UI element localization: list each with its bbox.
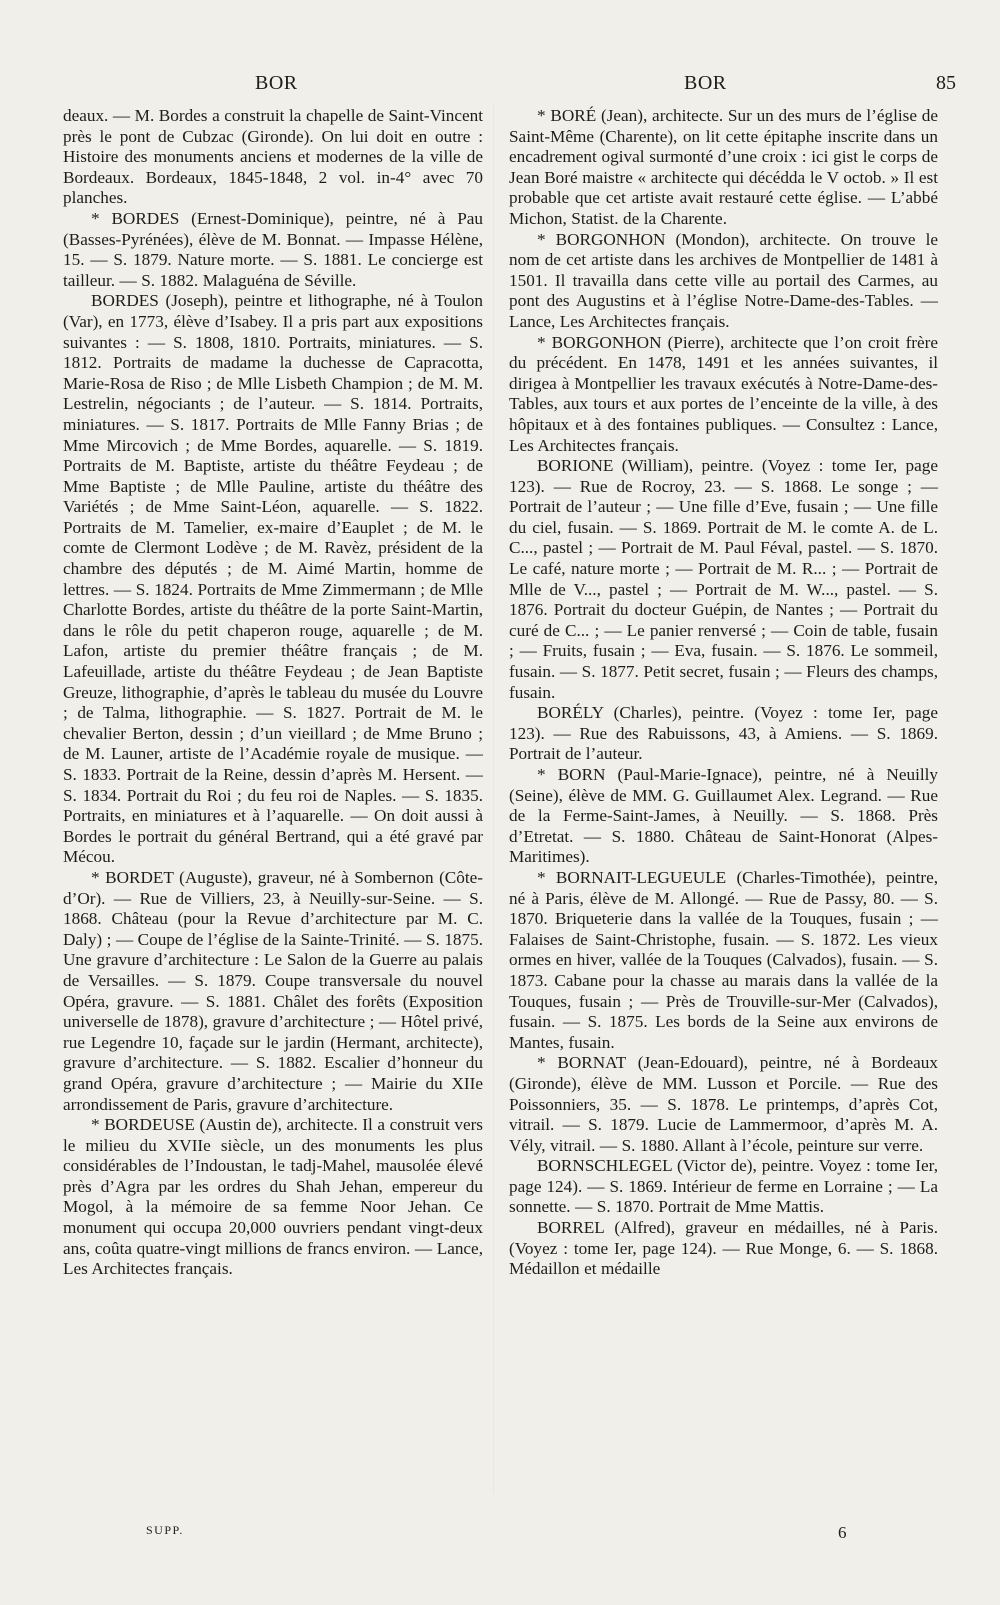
- paragraph: * BORN (Paul-Marie-Ignace), peintre, né à Neuilly (Seine), élève de MM. G. Guillaumet Alex. Legrand. — Rue de la Ferme-Saint-James, à Neuilly. — S. 1868. Près d’Etretat. — S. 1880. Château de Saint-Honorat (Alpes-Maritimes).: [509, 765, 938, 867]
- paragraph: deaux. — M. Bordes a construit la chapelle de Saint-Vincent près le pont de Cubzac (Gironde). On lui doit en outre : Histoire des monuments anciens et modernes de la ville de Bordeaux. Bordeaux, 1845-1848, 2 vol. in-4° avec 70 planches.: [63, 106, 483, 208]
- paragraph: BORDES (Joseph), peintre et lithographe, né à Toulon (Var), en 1773, élève d’Isabey. Il a pris part aux expositions suivantes : — S. 1808, 1810. Portraits, miniatures. — S. 1812. Portraits de madame la duchesse de Capracotta, Marie-Rosa de Riso ; de Mlle Lisbeth Champion ; de M. M. Lestrelin, négociants ; de l’auteur. — S. 1814. Portraits, miniatures. — S. 1817. Portraits de Mlle Fanny Brias ; de Mme Mircovich ; de Mme Bordes, aquarelle. — S. 1819. Portraits de M. Baptiste, artiste du théâtre Feydeau ; de Mme Baptiste ; de Mlle Pauline, artiste du théâtre des Variétés ; de Mme Saint-Léon, aquarelle. — S. 1822. Portraits de M. Tamelier, ex-maire d’Eauplet ; de M. le comte de Clermont Lodève ; de M. Ravèz, président de la chambre des députés ; de M. Aimé Martin, homme de lettres. — S. 1824. Portraits de Mme Zimmermann ; de Mlle Charlotte Bordes, artiste du théâtre de la porte Saint-Martin, dans le rôle du petit chaperon rouge, aquarelle ; de M. Lafon, artiste du premier théâtre français ; de M. Lafeuillade, artiste du théâtre Feydeau ; de Jean Baptiste Greuze, lithographie, d’après le tableau du musée du Louvre ; de Talma, lithographie. — S. 1827. Portrait de M. le chevalier Berton, dessin ; d’un vieillard ; de Mme Bruno ; de M. Launer, artiste de l’Académie royale de musique. — S. 1833. Portrait de la Reine, dessin d’après M. Hersent. — S. 1834. Portrait du Roi ; du feu roi de Naples. — S. 1835. Portraits, en miniatures et à l’aquarelle. — On doit aussi à Bordes le portrait du général Bertrand, qui a été gravé par Mécou.: [63, 291, 483, 867]
- paragraph: * BORGONHON (Mondon), architecte. On trouve le nom de cet artiste dans les archives de Montpellier de 1481 à 1501. Il travailla dans cette ville au portail des Carmes, au pont des Augustins et à l’église Notre-Dame-des-Tables. — Lance, Les Architectes français.: [509, 229, 938, 331]
- footer-left: SUPP.: [146, 1523, 184, 1537]
- paragraph: * BORDET (Auguste), graveur, né à Sombernon (Côte-d’Or). — Rue de Villiers, 23, à Neuilly-sur-Seine. — S. 1868. Château (pour la Revue d’architecture par M. C. Daly) ; — Coupe de l’église de la Sainte-Trinité. — S. 1875. Une gravure d’architecture : Le Salon de la Guerre au palais de Versailles. — S. 1879. Coupe transversale du nouvel Opéra, gravure. — S. 1881. Châlet des forêts (Exposition universelle de 1878), gravure d’architecture ; — Hôtel privé, rue Legendre 10, façade sur le jardin (Hermant, architecte), gravure d’architecture. — S. 1882. Escalier d’honneur du grand Opéra, gravure d’architecture ; — Mairie du XIIe arrondissement de Paris, gravure d’architecture.: [63, 867, 483, 1114]
- running-head-left: BOR: [255, 72, 298, 94]
- paragraph: * BORÉ (Jean), architecte. Sur un des murs de l’église de Saint-Même (Charente), on lit cette épitaphe inscrite dans un encadrement ogival surmonté d’une croix : ici gist le corps de Jean Boré maistre « architecte qui décédda le V octob. » Il est probable que cet artiste avait restauré cette église. — L’abbé Michon, Statist. de la Charente.: [509, 106, 938, 228]
- paragraph: * BORNAT (Jean-Edouard), peintre, né à Bordeaux (Gironde), élève de MM. Lusson et Porcile. — Rue des Poissonniers, 35. — S. 1878. Le printemps, d’après Cot, vitrail. — S. 1879. Lucie de Lammermoor, d’après M. A. Vély, vitrail. — S. 1880. Allant à l’école, peinture sur verre.: [509, 1053, 938, 1155]
- left-column: [63, 106, 483, 1280]
- column-divider: [493, 104, 494, 1494]
- paragraph: BORIONE (William), peintre. (Voyez : tome Ier, page 123). — Rue de Rocroy, 23. — S. 1868. Le songe ; — Portrait de l’auteur ; — Une fille d’Eve, fusain ; — Une fille du ciel, fusain. — S. 1869. Portrait de M. le comte A. de L. C..., pastel ; — Portrait de M. Paul Féval, pastel. — S. 1870. Le café, nature morte ; — Portrait de M. R... ; — Portrait de Mlle de V..., pastel ; — Portrait de M. W..., pastel. — S. 1876. Portrait du docteur Guépin, de Nantes ; — Portrait du curé de C... ; — Le panier renversé ; — Coin de table, fusain ; — Fruits, fusain ; — Eva, fusain. — S. 1876. Le sommeil, fusain. — S. 1877. Petit secret, fusain ; — Fleurs des champs, fusain.: [509, 456, 938, 702]
- paragraph: BORNSCHLEGEL (Victor de), peintre. Voyez : tome Ier, page 124). — S. 1869. Intérieur de ferme en Lorraine ; — La sonnette. — S. 1870. Portrait de Mme Mattis.: [509, 1156, 938, 1217]
- page-number: 85: [936, 72, 956, 94]
- paragraph: * BORDEUSE (Austin de), architecte. Il a construit vers le milieu du XVIIe siècle, un des monuments les plus considérables de l’Indoustan, le tadj-Mahel, mausolée élevé près d’Agra par les ordres du Shah Jehan, empereur du Mogol, à la mémoire de sa femme Noor Jehan. Ce monument qui occupa 20,000 ouvriers pendant vingt-deux ans, coûta quatre-vingt millions de francs environ. — Lance, Les Architectes français.: [63, 1115, 483, 1279]
- paragraph: * BORDES (Ernest-Dominique), peintre, né à Pau (Basses-Pyrénées), élève de M. Bonnat. — Impasse Hélène, 15. — S. 1879. Nature morte. — S. 1881. Le concierge est tailleur. — S. 1882. Malaguéna de Séville.: [63, 208, 483, 290]
- paragraph: BORREL (Alfred), graveur en médailles, né à Paris. (Voyez : tome Ier, page 124). — Rue Monge, 6. — S. 1868. Médaillon et médaille: [509, 1218, 938, 1279]
- footer-right: 6: [838, 1523, 847, 1542]
- paragraph: BORÉLY (Charles), peintre. (Voyez : tome Ier, page 123). — Rue des Rabuissons, 43, à Amiens. — S. 1869. Portrait de l’auteur.: [509, 703, 938, 764]
- paragraph: * BORNAIT-LEGUEULE (Charles-Timothée), peintre, né à Paris, élève de M. Allongé. — Rue de Passy, 80. — S. 1870. Briqueterie dans la vallée de la Touques, fusain ; — Falaises de Saint-Christophe, fusain. — S. 1872. Les vieux ormes en hiver, vallée de la Touques (Calvados), fusain. — S. 1873. Cabane pour la chasse au marais dans la vallée de la Touques, fusain ; — Près de Trouville-sur-Mer (Calvados), fusain. — S. 1875. Les bords de la Seine aux environs de Mantes, fusain.: [509, 867, 938, 1052]
- paragraph: * BORGONHON (Pierre), architecte que l’on croit frère du précédent. En 1478, 1491 et les années suivantes, il dirigea à Montpellier les travaux exécutés à Notre-Dame-des-Tables, aux tours et aux portes de l’enceinte de la ville, à des hôpitaux et à des fontaines publiques. — Consultez : Lance, Les Architectes français.: [509, 332, 938, 455]
- running-head-right: BOR: [684, 72, 727, 94]
- right-column: [509, 106, 938, 1280]
